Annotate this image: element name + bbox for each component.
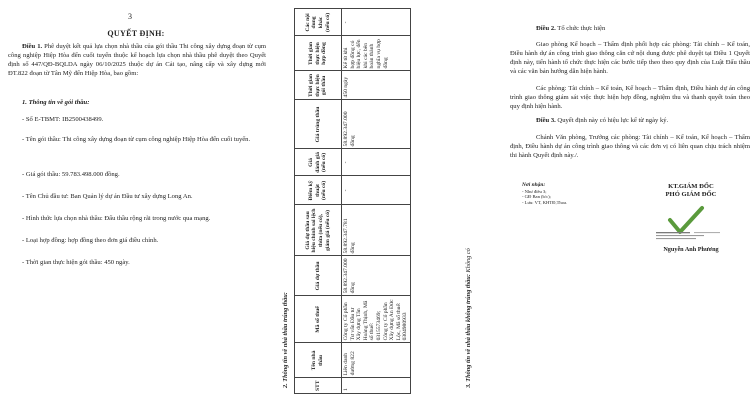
article-1-lead: Điều 1. [22, 43, 43, 50]
article-2-paragraph-2: Các phòng: Tài chính – Kế toán, Kế hoạch – Thẩm định, Điều hành dự án công trình giao thông giám sát việc thực hiện hợp đồng, nghiệm thu và thanh quyết toán theo quy định hiện hành. [510, 85, 750, 111]
section-1-heading: 1. Thông tin về gói thầu: [22, 99, 90, 106]
info-line-method: - Hình thức lựa chọn nhà thầu: Đấu thầu rộng rãi trong nước qua mạng. [22, 215, 211, 222]
th-bid-price: Giá dự thầu [295, 256, 342, 296]
table-header-row [295, 9, 342, 394]
cell-tech-score: - [342, 176, 411, 205]
th-other: Các nội dung khác (nếu có) [295, 9, 342, 36]
checkmark-signature-icon [636, 202, 746, 244]
cell-adjusted-price: 58.892.347.781 đồng [342, 205, 411, 256]
cell-eval-price: - [342, 149, 411, 176]
article-2-lead: Điều 2. [536, 25, 556, 32]
article-2-heading [536, 24, 746, 33]
right-page [500, 0, 755, 412]
th-tech-score: Điểm kỹ thuật (nếu có) [295, 176, 342, 205]
recipient-line: - GĐ Ban (b/c); [522, 194, 551, 200]
th-package-duration: Thời gian thực hiện gói thầu [295, 71, 342, 100]
cell-other: - [342, 9, 411, 36]
article-3-lead: Điều 3. [536, 117, 556, 124]
cell-tax-code: Công ty Cổ phần Tư vấn Đầu tư Xây dựng Tân Hoàng Thịnh, Mã số thuế: 0315573469; Công ty Cổ phần Xây dựng An Đức Lộc, Mã số thuế: 0304980933 [342, 296, 411, 343]
info-line-tbmt: - Số E-TBMT: IB2500438499. [22, 116, 104, 123]
info-line-package-name: - Tên gói thầu: Thi công xây dựng đoạn từ cụm công nghiệp Hiệp Hòa đến cuối tuyến. [22, 136, 251, 143]
cell-winning-price: 58.892.347.000 đồng [342, 100, 411, 149]
article-2-text: Tổ chức thực hiện [555, 25, 606, 32]
cell-package-duration: 450 ngày [342, 71, 411, 100]
th-contractor: Tên nhà thầu [295, 343, 342, 378]
article-3-heading [536, 116, 746, 125]
winner-heading: 2. Thông tin về nhà thầu trúng thầu: [282, 292, 289, 388]
digital-signature-stamp [636, 202, 746, 244]
info-line-package-price: - Giá gói thầu: 59.783.498.000 đồng. [22, 171, 120, 178]
loser-heading [465, 248, 472, 388]
signature-block [636, 183, 746, 253]
table-row [342, 9, 411, 394]
article-1-text: Phê duyệt kết quả lựa chọn nhà thầu của gói thầu Thi công xây dựng đoạn từ cụm công nghiệp Hiệp Hòa đến cuối tuyến thuộc kế hoạch lựa chọn nhà thầu phê duyệt theo Quyết định số 447/QĐ-BQLDA ngày 06/10/2025 thuộc dự án Cải tạo, nâng cấp và xây dựng mới ĐT.822 đoạn từ Tân Mỹ đến Hiệp Hòa, bao gồm: [8, 43, 266, 78]
cell-contractor: Liên danh đường 822 [342, 343, 411, 378]
th-winning-price: Giá trúng thầu [295, 100, 342, 149]
th-stt: STT [295, 378, 342, 394]
article-1 [8, 42, 266, 78]
cell-bid-price: 58.892.347.000 đồng [342, 256, 411, 296]
article-2-paragraph-1: Giao phòng Kế hoạch – Thẩm định phối hợp các phòng: Tài chính – Kế toán, Điều hành dự án công trình giao thông căn cứ nội dung được phê duyệt tại Điều 1 Quyết định này, tiến hành tổ chức thực hiện các bước tiếp theo theo quy định của Luật Đấu thầu và các văn bản hướng dẫn hiện hành. [510, 41, 750, 76]
th-contract-duration: Thời gian thực hiện hợp đồng [295, 36, 342, 71]
signature-line-1: KT.GIÁM ĐỐC [668, 183, 714, 190]
signer-name: Nguyễn Anh Phương [663, 246, 719, 253]
info-line-investor: - Tên Chủ đầu tư: Ban Quản lý dự án Đầu tư xây dựng Long An. [22, 193, 193, 200]
left-page [0, 0, 272, 412]
table-page [275, 0, 493, 412]
page-number: 3 [128, 12, 132, 21]
cell-contract-duration: Kể từ khi hợp đồng có hiệu lực, đến khi các bên hoàn thành nghĩa vụ hợp đồng [342, 36, 411, 71]
recipient-line: - Như điều 3; [522, 188, 547, 194]
th-adjusted-price: Giá dự thầu sau hiệu chỉnh sai lệch thừa (nếu có), giảm giá (nếu có) [295, 205, 342, 256]
recipients-block [522, 182, 612, 205]
article-3-text: Quyết định này có hiệu lực kể từ ngày ký. [555, 117, 669, 124]
loser-heading-value: Không có [465, 248, 472, 275]
bid-result-table [294, 8, 411, 394]
article-3-paragraph: Chánh Văn phòng, Trưởng các phòng: Tài chính – Kế toán, Kế hoạch – Thẩm định, Điều hành dự án công trình giao thông và các đơn vị có liên quan chịu trách nhiệm thi hành Quyết định này./. [510, 134, 750, 160]
cell-stt: 1 [342, 378, 411, 394]
th-eval-price: Giá đánh giá (nếu có) [295, 149, 342, 176]
loser-heading-label: 3. Thông tin về nhà thầu không trúng thầu: [465, 274, 472, 388]
recipient-line: - Lưu: VT, KHTĐ,Thoa. [522, 199, 568, 205]
th-tax-code: Mã số thuế [295, 296, 342, 343]
recipients-label: Nơi nhận: [522, 182, 546, 188]
decision-title: QUYẾT ĐỊNH: [107, 29, 165, 38]
signature-line-2: PHÓ GIÁM ĐỐC [665, 191, 717, 198]
info-line-duration: - Thời gian thực hiện gói thầu: 450 ngày. [22, 259, 130, 266]
info-line-contract-type: - Loại hợp đồng: hợp đồng theo đơn giá điều chỉnh. [22, 237, 159, 244]
